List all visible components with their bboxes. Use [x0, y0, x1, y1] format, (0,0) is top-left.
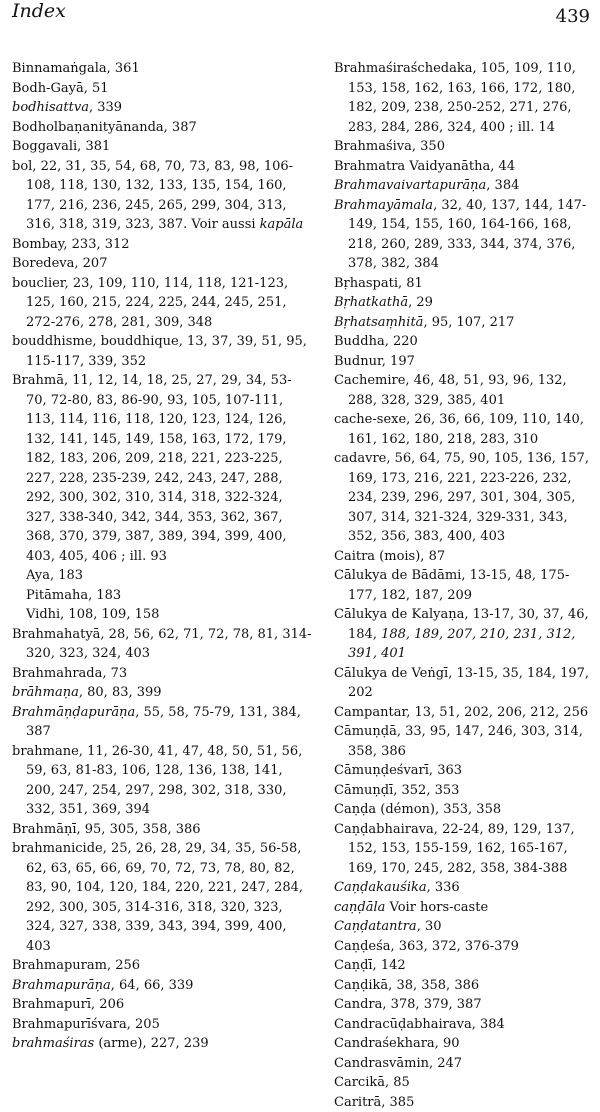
index-entry-text: brahmanicide, 25, 26, 28, 29, 34, 35, 56-58, 62, 63, 65, 66, 69, 70, 72, 73, 78, 80, 82, 83, 90, 104, 120, 184, 220, 221, 247, 284, 292, 300, 305, 314-316, 318, 320, 323, 324, 327, 338, 339, 343, 394, 399, 400, 403	[12, 841, 303, 954]
index-entry-text: Voir hors-caste	[385, 900, 488, 915]
index-entry-text: Caitra (mois), 87	[334, 549, 445, 564]
index-entry	[334, 820, 596, 879]
index-entry	[334, 547, 596, 567]
index-entry-text: Candra, 378, 379, 387	[334, 997, 482, 1012]
index-entry-text: , 339	[89, 100, 122, 115]
index-entry-text: Brahmāṇī, 95, 305, 358, 386	[12, 822, 201, 837]
index-entry-text: Carcikā, 85	[334, 1075, 410, 1090]
index-subentry	[12, 566, 312, 586]
index-entry	[334, 274, 596, 294]
index-entry-text: Brahmaśiraśchedaka, 105, 109, 110, 153, 158, 162, 163, 166, 172, 180, 182, 209, 238, 250-252, 271, 276, 283, 284, 286, 324, 400 ; ill. 14	[334, 61, 576, 135]
index-entry-text: , 384	[486, 178, 519, 193]
index-entry	[334, 352, 596, 372]
index-entry-italic-text: Brahmāṇḍapurāṇa	[12, 705, 135, 720]
index-entry	[12, 254, 312, 274]
index-entry-text: Cachemire, 46, 48, 51, 93, 96, 132, 288, 328, 329, 385, 401	[334, 373, 567, 408]
index-entry-italic-text: Brahmapurāṇa	[12, 978, 111, 993]
index-entry-text: Candracūḍabhairava, 384	[334, 1017, 505, 1032]
index-entry-text: Vidhi, 108, 109, 158	[26, 607, 159, 622]
index-entry	[334, 196, 596, 274]
index-entry	[334, 800, 596, 820]
index-entry-italic-text: Brahmavaivartapurāṇa	[334, 178, 486, 193]
index-entry	[12, 371, 312, 566]
index-entry-text: Candraśekhara, 90	[334, 1036, 460, 1051]
index-entry-text: , 29	[408, 295, 433, 310]
index-entry-italic-text: 188, 189, 207, 210, 231, 312, 391, 401	[348, 627, 575, 662]
index-entry-italic-text: brāhmaṇa	[12, 685, 79, 700]
index-entry-italic-text: caṇḍāla	[334, 900, 385, 915]
page-number: 439	[556, 6, 590, 28]
index-entry-text: Cālukya de Bādāmi, 13-15, 48, 175-177, 182, 187, 209	[334, 568, 569, 603]
index-entry	[334, 722, 596, 761]
index-entry	[12, 625, 312, 664]
index-entry-text: Buddha, 220	[334, 334, 418, 349]
index-entry	[334, 1054, 596, 1074]
index-entry	[334, 449, 596, 547]
index-entry-text: bouclier, 23, 109, 110, 114, 118, 121-123, 125, 160, 215, 224, 225, 244, 245, 251, 272-276, 278, 281, 309, 348	[12, 276, 288, 330]
index-entry-text: Bombay, 233, 312	[12, 237, 130, 252]
index-entry-text: Bodholbaṇanityānanda, 387	[12, 120, 197, 135]
index-entry-text: Cālukya de Kalyaṇa, 13-17, 30, 37, 46, 184,	[334, 607, 589, 642]
index-entry	[12, 1015, 312, 1035]
index-entry-text: Bodh-Gayā, 51	[12, 81, 109, 96]
index-entry	[334, 878, 596, 898]
index-entry-text: Boredeva, 207	[12, 256, 107, 271]
index-entry-text: bouddhisme, bouddhique, 13, 37, 39, 51, 95, 115-117, 339, 352	[12, 334, 307, 369]
index-entry-italic-text: kapāla	[260, 217, 304, 232]
index-entry-text: Cālukya de Veṅgī, 13-15, 35, 184, 197, 202	[334, 666, 589, 701]
index-entry	[334, 371, 596, 410]
index-entry	[334, 703, 596, 723]
index-entry-text: Brahmapurīśvara, 205	[12, 1017, 160, 1032]
index-entry	[334, 293, 596, 313]
index-entry-italic-text: Caṇḍakauśika	[334, 880, 427, 895]
index-entry-text: cadavre, 56, 64, 75, 90, 105, 136, 157, 169, 173, 216, 221, 223-226, 232, 234, 239, 296, 297, 301, 304, 305, 307, 314, 321-324, 329-331, 343, 352, 356, 383, 400, 403	[334, 451, 589, 544]
index-entry-text: , 32, 40, 137, 144, 147-149, 154, 155, 160, 164-166, 168, 218, 260, 289, 333, 344, 374, 376, 378, 382, 384	[348, 198, 586, 272]
index-entry-italic-text: Caṇḍatantra	[334, 919, 417, 934]
index-entry	[334, 1015, 596, 1035]
index-entry-text: (arme), 227, 239	[94, 1036, 208, 1051]
index-entry	[12, 976, 312, 996]
index-entry	[334, 59, 596, 137]
index-entry	[334, 566, 596, 605]
index-entry	[334, 761, 596, 781]
index-entry-text: Pitāmaha, 183	[26, 588, 121, 603]
index-entry	[12, 79, 312, 99]
index-entry	[334, 956, 596, 976]
index-entry	[334, 898, 596, 918]
index-entry	[12, 235, 312, 255]
index-entry-text: , 55, 58, 75-79, 131, 384, 387	[26, 705, 301, 740]
index-entry-text: Caṇḍa (démon), 353, 358	[334, 802, 501, 817]
index-entry	[334, 976, 596, 996]
index-entry	[334, 137, 596, 157]
index-entry	[334, 1034, 596, 1054]
index-entry	[12, 118, 312, 138]
index-entry	[334, 176, 596, 196]
index-entry	[12, 664, 312, 684]
index-entry	[12, 839, 312, 956]
index-entry-text: Caritrā, 385	[334, 1095, 414, 1110]
index-entry-text: Budnur, 197	[334, 354, 415, 369]
index-entry-text: bol, 22, 31, 35, 54, 68, 70, 73, 83, 98, 106-108, 118, 130, 132, 133, 135, 154, 160, 177, 216, 236, 245, 265, 299, 304, 313, 316, 318, 319, 323, 387. Voir aussi	[12, 159, 293, 233]
index-entry-text: Brahmaśiva, 350	[334, 139, 445, 154]
index-entry-text: Boggavali, 381	[12, 139, 110, 154]
index-entry-text: Candrasvāmin, 247	[334, 1056, 462, 1071]
index-entry	[12, 274, 312, 333]
index-entry	[334, 313, 596, 333]
index-entry	[12, 703, 312, 742]
index-entry-text: Cāmuṇḍī, 352, 353	[334, 783, 459, 798]
index-subentry	[12, 605, 312, 625]
index-entry-text: Caṇḍī, 142	[334, 958, 406, 973]
index-entry	[334, 410, 596, 449]
index-entry	[12, 59, 312, 79]
index-entry	[12, 1034, 312, 1054]
index-entry	[334, 664, 596, 703]
index-entry	[12, 995, 312, 1015]
index-entry-text: Binnamaṅgala, 361	[12, 61, 140, 76]
index-entry-text: Cāmuṇḍeśvarī, 363	[334, 763, 462, 778]
index-entry-text: Brahmapuram, 256	[12, 958, 140, 973]
index-entry-italic-text: Brahmayāmala	[334, 198, 433, 213]
index-entry	[12, 742, 312, 820]
index-entry-text: , 30	[417, 919, 442, 934]
index-entry	[12, 137, 312, 157]
index-entry-italic-text: Bṛhatsaṃhitā	[334, 315, 423, 330]
index-entry-text: cache-sexe, 26, 36, 66, 109, 110, 140, 161, 162, 180, 218, 283, 310	[334, 412, 584, 447]
index-entry-text: Caṇḍeśa, 363, 372, 376-379	[334, 939, 519, 954]
index-entry	[334, 781, 596, 801]
index-entry-text: , 336	[427, 880, 460, 895]
index-entry	[334, 1093, 596, 1112]
index-entry-italic-text: Bṛhatkathā	[334, 295, 408, 310]
index-entry-text: brahmane, 11, 26-30, 41, 47, 48, 50, 51, 56, 59, 63, 81-83, 106, 128, 136, 138, 141, 200, 247, 254, 297, 298, 302, 318, 330, 332, 351, 369, 394	[12, 744, 302, 818]
index-entry	[334, 995, 596, 1015]
index-entry	[12, 820, 312, 840]
index-entry-text: Caṇḍikā, 38, 358, 386	[334, 978, 479, 993]
index-entry-text: Brahmatra Vaidyanātha, 44	[334, 159, 515, 174]
running-title: Index	[12, 0, 66, 22]
index-entry-text: Brahmapurī, 206	[12, 997, 124, 1012]
index-entry	[334, 1073, 596, 1093]
index-entry-text: , 80, 83, 399	[79, 685, 162, 700]
index-entry	[12, 683, 312, 703]
index-entry-text: , 64, 66, 339	[111, 978, 194, 993]
index-entry-text: , 95, 107, 217	[423, 315, 514, 330]
index-subentry	[12, 586, 312, 606]
index-entry-text: Campantar, 13, 51, 202, 206, 212, 256	[334, 705, 588, 720]
index-entry	[12, 98, 312, 118]
index-entry	[334, 157, 596, 177]
index-entry	[12, 157, 312, 235]
index-entry-text: Brahmahatyā, 28, 56, 62, 71, 72, 78, 81, 314-320, 323, 324, 403	[12, 627, 312, 662]
index-entry	[334, 332, 596, 352]
index-entry-text: Brahmahrada, 73	[12, 666, 127, 681]
index-entry-italic-text: bodhisattva	[12, 100, 89, 115]
index-entry	[12, 332, 312, 371]
index-column-left	[12, 59, 312, 1054]
index-entry	[334, 605, 596, 664]
index-entry-text: Caṇḍabhairava, 22-24, 89, 129, 137, 152, 153, 155-159, 162, 165-167, 169, 170, 245, 282, 358, 384-388	[334, 822, 575, 876]
index-entry-text: Aya, 183	[26, 568, 83, 583]
index-entry	[334, 917, 596, 937]
index-entry-text: Brahmā, 11, 12, 14, 18, 25, 27, 29, 34, 53-70, 72-80, 83, 86-90, 93, 105, 107-111, 113, 114, 116, 118, 120, 123, 124, 126, 132, 141, 145, 149, 158, 163, 172, 179, 182, 183, 206, 209, 218, 221, 223-225, 227, 228, 235-239, 242, 243, 247, 288, 292, 300, 302, 310, 314, 318, 322-324, 327, 338-340, 342, 344, 353, 362, 367, 368, 370, 379, 387, 389, 394, 399, 400, 403, 405, 406 ; ill. 93	[12, 373, 292, 564]
index-entry-text: Bṛhaspati, 81	[334, 276, 423, 291]
index-entry-text: Cāmuṇḍā, 33, 95, 147, 246, 303, 314, 358, 386	[334, 724, 583, 759]
index-entry	[334, 937, 596, 957]
index-entry	[12, 956, 312, 976]
index-entry-italic-text: brahmaśiras	[12, 1036, 94, 1051]
index-column-right	[334, 59, 596, 1112]
